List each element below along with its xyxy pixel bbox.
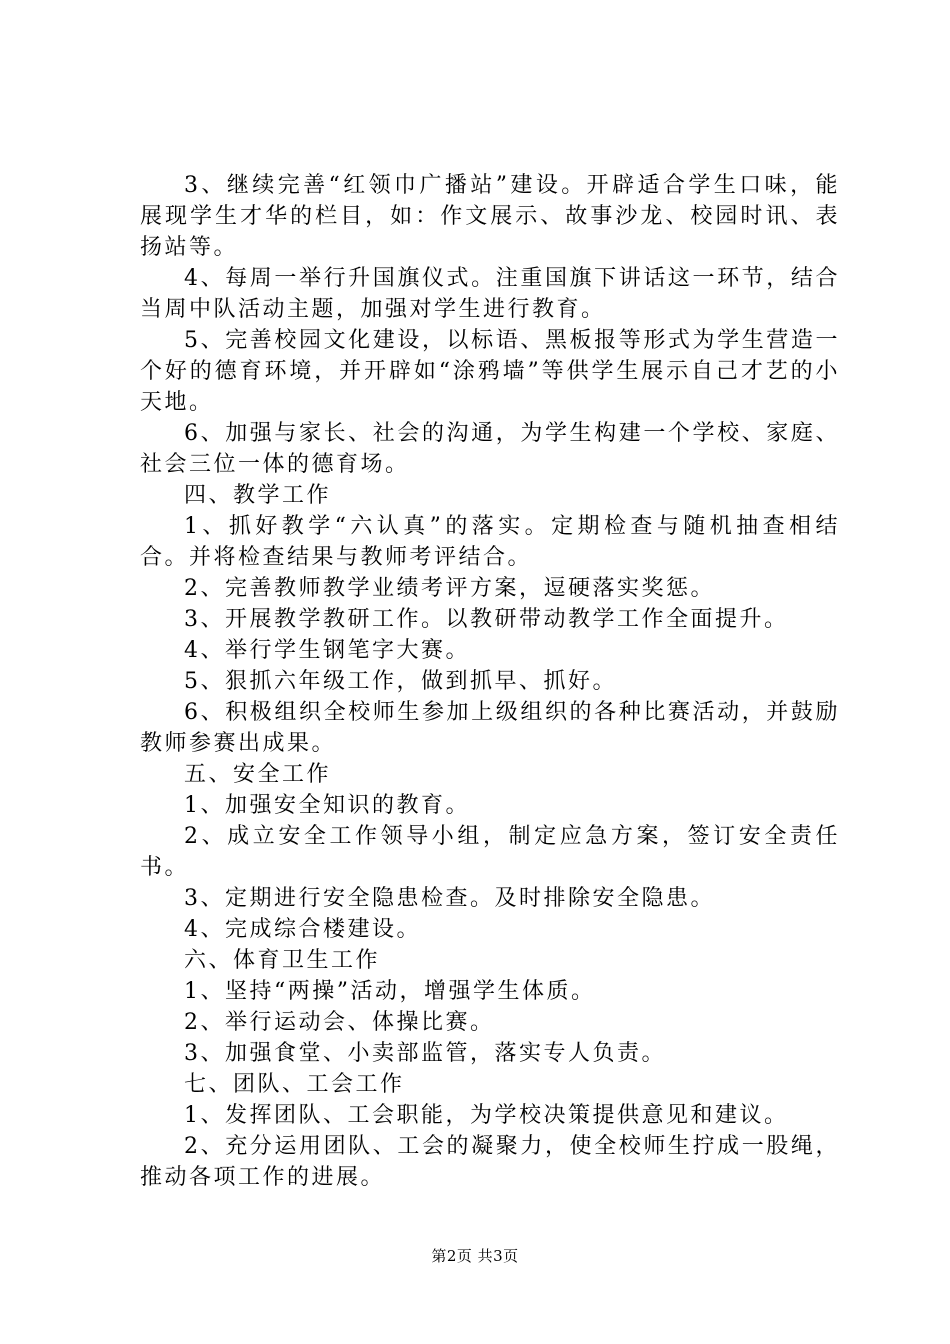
paragraph-item-6: 6、加强与家长、社会的沟通，为学生构建一个学校、家庭、社会三位一体的德育场。 [140,421,840,477]
teaching-item-2: 2、完善教师教学业绩考评方案，逗硬落实奖惩。 [184,576,715,601]
teaching-item-5: 5、狠抓六年级工作，做到抓早、抓好。 [184,669,617,694]
safety-item-4: 4、完成综合楼建设。 [184,917,421,942]
sports-item-3: 3、加强食堂、小卖部监管，落实专人负责。 [184,1041,666,1066]
teaching-item-1: 1、抓好教学“六认真”的落实。定期检查与随机抽查相结合。并将检查结果与教师考评结合。 [140,514,840,570]
safety-item-2: 2、成立安全工作领导小组，制定应急方案，签订安全责任书。 [140,824,840,880]
section-heading-safety: 五、安全工作 [184,762,332,787]
safety-item-1: 1、加强安全知识的教育。 [184,793,470,818]
teaching-item-6: 6、积极组织全校师生参加上级组织的各种比赛活动，并鼓励教师参赛出成果。 [140,700,840,756]
section-heading-teaching: 四、教学工作 [184,483,332,508]
union-item-1: 1、发挥团队、工会职能，为学校决策提供意见和建议。 [184,1103,789,1128]
paragraph-item-4: 4、每周一举行升国旗仪式。注重国旗下讲话这一环节，结合当周中队活动主题，加强对学生进行教育。 [140,266,840,322]
document-body [140,170,840,1193]
teaching-item-3: 3、开展教学教研工作。以教研带动教学工作全面提升。 [184,607,789,632]
paragraph-item-5: 5、完善校园文化建设，以标语、黑板报等形式为学生营造一个好的德育环境，并开辟如“涂鸦墙”等供学生展示自己才艺的小天地。 [140,328,840,415]
safety-item-3: 3、定期进行安全隐患检查。及时排除安全隐患。 [184,886,715,911]
teaching-item-4: 4、举行学生钢笔字大赛。 [184,638,470,663]
paragraph-item-3: 3、继续完善“红领巾广播站”建设。开辟适合学生口味，能展现学生才华的栏目，如：作文展示、故事沙龙、校园时讯、表扬站等。 [140,173,840,260]
section-heading-sports-health: 六、体育卫生工作 [184,948,381,973]
section-heading-union: 七、团队、工会工作 [184,1072,405,1097]
union-item-2: 2、充分运用团队、工会的凝聚力，使全校师生拧成一股绳，推动各项工作的进展。 [140,1134,840,1190]
sports-item-2: 2、举行运动会、体操比赛。 [184,1010,495,1035]
sports-item-1: 1、坚持“两操”活动，增强学生体质。 [184,979,596,1004]
page-number-footer: 第2页 共3页 [431,1247,519,1265]
